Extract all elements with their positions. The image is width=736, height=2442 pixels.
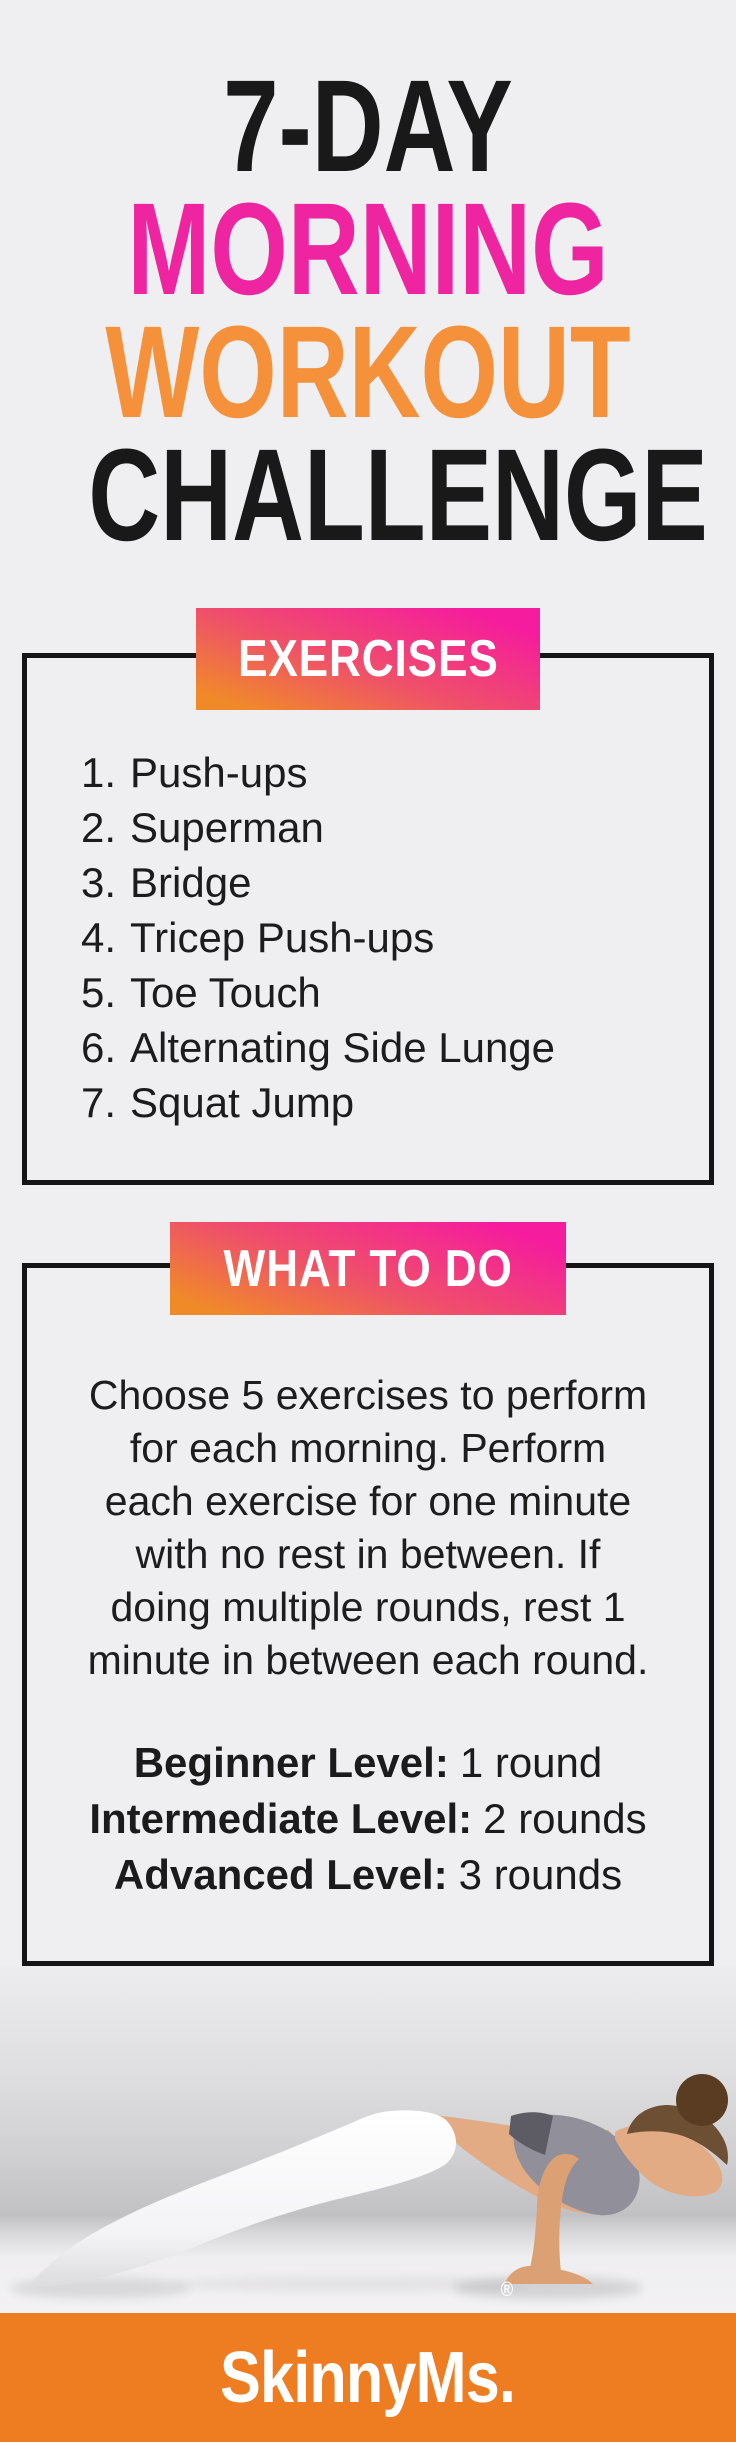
title-line-morning: MORNING — [127, 175, 609, 322]
what-to-do-heading: WHAT TO DO — [223, 1239, 513, 1298]
exercise-list — [81, 745, 699, 1130]
exercise-item-7 — [81, 1075, 699, 1130]
footer-brand-bar — [0, 2278, 736, 2442]
exercise-item-2 — [81, 800, 699, 855]
exercise-number: 3. — [81, 859, 117, 906]
exercise-number: 7. — [81, 1079, 117, 1126]
title-line-challenge: CHALLENGE — [88, 421, 708, 568]
exercise-name: Tricep Push-ups — [130, 914, 435, 961]
level-intermediate — [35, 1791, 701, 1847]
exercise-name: Push-ups — [130, 749, 308, 796]
title-line-workout: WORKOUT — [105, 298, 631, 445]
exercise-item-3 — [81, 855, 699, 910]
exercise-item-5 — [81, 965, 699, 1020]
exercise-item-6 — [81, 1020, 699, 1075]
exercise-name: Alternating Side Lunge — [130, 1024, 556, 1071]
what-to-do-banner — [170, 1222, 566, 1315]
registered-trademark-icon: ® — [501, 2278, 514, 2301]
exercise-name: Squat Jump — [130, 1079, 355, 1126]
brand-text: SkinnyMs — [220, 2337, 500, 2418]
exercise-number: 4. — [81, 914, 117, 961]
brand-dot-wrap — [499, 2278, 516, 2419]
levels-list — [35, 1735, 701, 1903]
exercise-name: Toe Touch — [130, 969, 321, 1016]
exercise-number: 6. — [81, 1024, 117, 1071]
woman-hair-bun — [676, 2074, 728, 2126]
level-value: 3 rounds — [458, 1851, 623, 1898]
exercise-number: 2. — [81, 804, 117, 851]
woman-pushup-illustration — [0, 1966, 736, 2313]
exercise-number: 5. — [81, 969, 117, 1016]
level-label: Intermediate Level: — [89, 1795, 473, 1842]
instructions-box — [22, 1263, 714, 1966]
level-label: Beginner Level: — [133, 1739, 449, 1786]
paragraph-line: minute in between each round. — [87, 1637, 649, 1683]
level-beginner — [35, 1735, 701, 1791]
poster-title — [0, 0, 736, 568]
level-value: 1 round — [459, 1739, 603, 1786]
exercise-item-4 — [81, 910, 699, 965]
exercise-name: Superman — [130, 804, 324, 851]
paragraph-line: Choose 5 exercises to perform — [88, 1372, 648, 1418]
level-value: 2 rounds — [483, 1795, 647, 1842]
paragraph-line: each exercise for one minute — [104, 1478, 632, 1524]
pushup-photo — [0, 1966, 736, 2313]
level-advanced — [35, 1847, 701, 1903]
paragraph-line: doing multiple rounds, rest 1 — [110, 1584, 626, 1630]
exercises-banner — [196, 608, 540, 710]
brand-period: . — [499, 2337, 516, 2418]
exercises-heading: EXERCISES — [237, 630, 499, 688]
paragraph-line: with no rest in between. If — [135, 1531, 601, 1577]
exercise-number: 1. — [81, 749, 117, 796]
exercise-item-1 — [81, 745, 699, 800]
exercise-name: Bridge — [130, 859, 252, 906]
exercises-box — [22, 653, 714, 1185]
level-label: Advanced Level: — [113, 1851, 448, 1898]
woman-hand — [505, 2266, 593, 2284]
instructions-paragraph — [35, 1369, 701, 1687]
paragraph-line: for each morning. Perform — [129, 1425, 607, 1471]
skinnyms-logo — [220, 2278, 516, 2419]
title-line-7-day: 7-DAY — [223, 52, 513, 199]
woman-legs-leggings — [30, 2110, 456, 2286]
